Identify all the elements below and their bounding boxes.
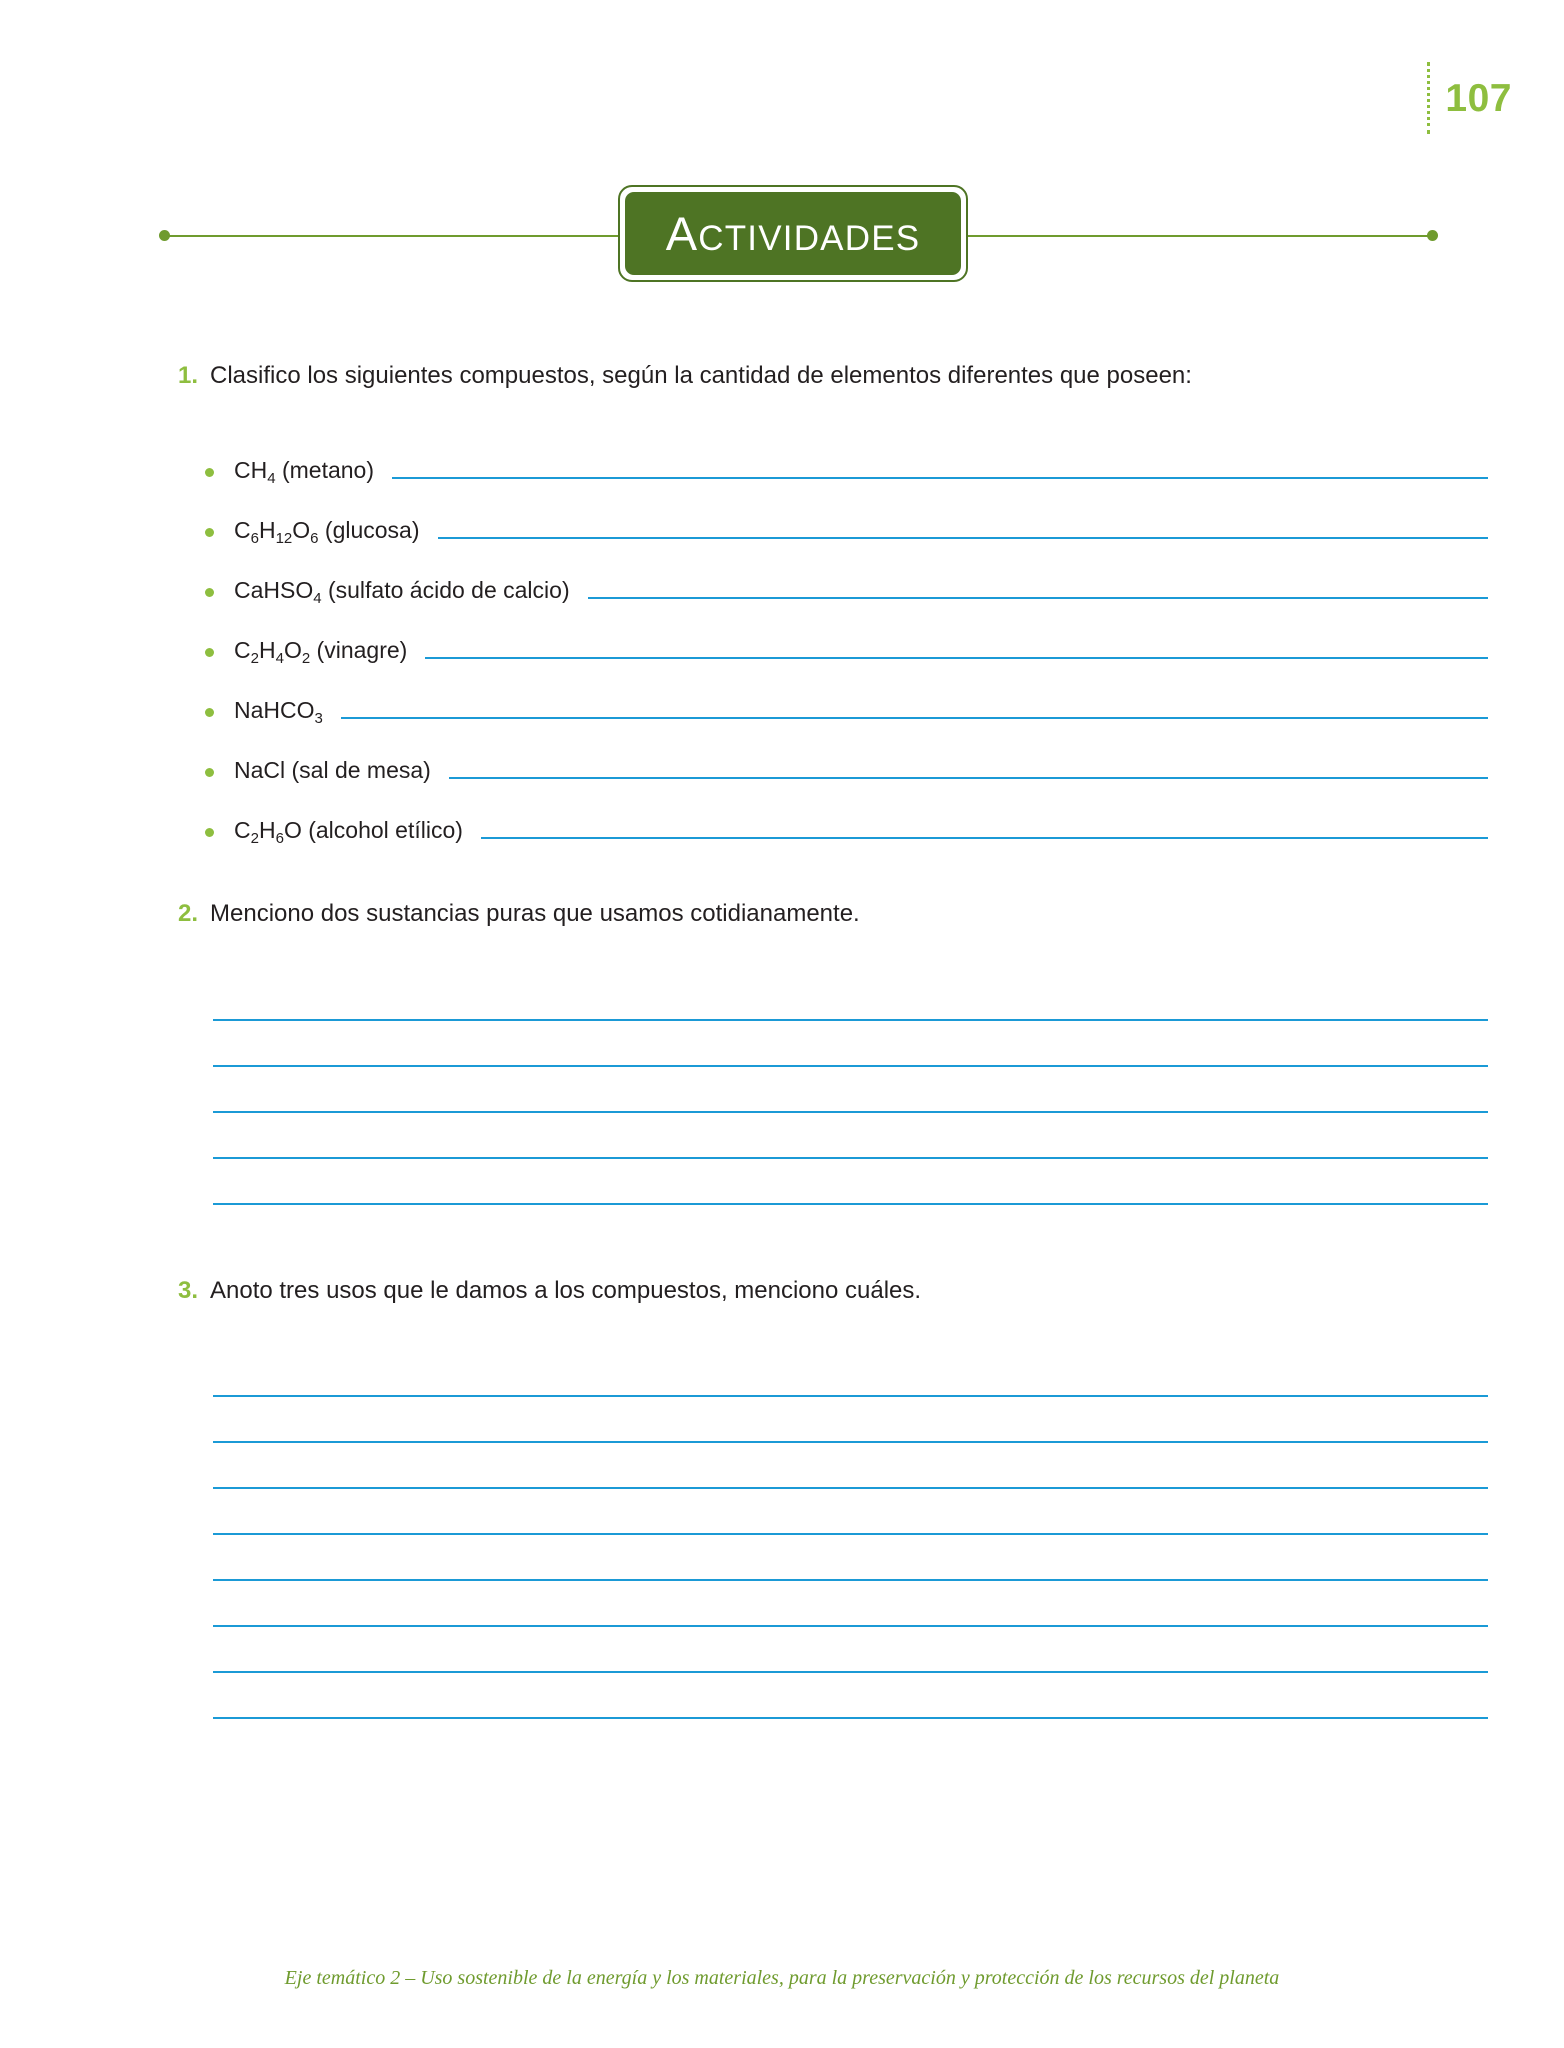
question-text: Anoto tres usos que le damos a los compuestos, menciono cuáles. [210, 1276, 922, 1304]
list-item [205, 726, 1564, 786]
question-number: 1. [178, 362, 199, 389]
answer-line[interactable] [341, 717, 1488, 719]
banner-title [666, 206, 921, 261]
bullet-dot-icon [205, 828, 214, 837]
list-item [205, 546, 1564, 606]
answer-line[interactable] [438, 537, 1489, 539]
bullet-dot-icon [205, 588, 214, 597]
compound-formula: $CH_4$ (metano) [234, 457, 375, 488]
compound-formula: $C_2H_6O$ (alcohol etílico) [234, 817, 463, 848]
question-block [0, 360, 1564, 846]
page-number-rule [1427, 62, 1433, 134]
question-row [178, 360, 1564, 392]
answer-line[interactable] [213, 1581, 1488, 1627]
answer-line[interactable] [213, 1627, 1488, 1673]
answer-line[interactable] [213, 1159, 1488, 1205]
answer-line[interactable] [425, 657, 1488, 659]
bullet-dot-icon [205, 708, 214, 717]
answer-lines [213, 1351, 1488, 1719]
list-item [205, 666, 1564, 726]
question-number: 3. [178, 1276, 199, 1304]
answer-line[interactable] [213, 1021, 1488, 1067]
compound-formula: CaHSO$_4$ (sulfato ácido de calcio) [234, 577, 570, 608]
activities-content [0, 360, 1564, 1789]
question-block [0, 898, 1564, 1204]
question-text: Menciono dos sustancias puras que usamos cotidianamente. [210, 900, 860, 928]
compound-list [205, 426, 1564, 846]
banner-box [618, 185, 968, 282]
answer-line[interactable] [213, 1673, 1488, 1719]
banner-title-initial: A [665, 207, 699, 260]
bullet-dot-icon [205, 768, 214, 777]
answer-line[interactable] [392, 477, 1488, 479]
list-item [205, 786, 1564, 846]
compound-formula: $C_6H_{12}O_6$ (glucosa) [234, 517, 420, 548]
question-number: 2. [178, 900, 199, 928]
banner-inner [625, 192, 961, 275]
question-block [0, 1275, 1564, 1719]
page-footer: Eje temático 2 – Uso sostenible de la energía y los materiales, para la preservación y protección de los recursos del planeta [284, 1967, 1280, 1989]
answer-lines [213, 975, 1488, 1205]
answer-line[interactable] [213, 1351, 1488, 1397]
question-row [178, 1275, 1564, 1307]
answer-line[interactable] [213, 1489, 1488, 1535]
answer-line[interactable] [449, 777, 1488, 779]
question-list [0, 360, 1564, 1719]
banner-dot-left [159, 230, 170, 241]
answer-line[interactable] [213, 975, 1488, 1021]
answer-line[interactable] [213, 1443, 1488, 1489]
page-number: 107 [1445, 76, 1512, 120]
page-number-block [1427, 62, 1512, 134]
answer-line[interactable] [213, 1397, 1488, 1443]
answer-line[interactable] [213, 1535, 1488, 1581]
compound-formula: NaHCO$_3$ [234, 697, 323, 728]
question-text: Clasifico los siguientes compuestos, según la cantidad de elementos diferentes que poseen: [210, 362, 1192, 389]
compound-formula: $C_2H_4O_2$ (vinagre) [234, 637, 408, 668]
compound-formula: NaCl (sal de mesa) [234, 757, 431, 784]
activities-banner [0, 185, 1564, 295]
list-item [205, 486, 1564, 546]
question-row [178, 898, 1564, 930]
list-item [205, 426, 1564, 486]
answer-line[interactable] [481, 837, 1488, 839]
answer-line[interactable] [213, 1067, 1488, 1113]
list-item [205, 606, 1564, 666]
answer-line[interactable] [588, 597, 1488, 599]
answer-line[interactable] [213, 1113, 1488, 1159]
banner-title-rest: CTIVIDADES [698, 219, 921, 258]
banner-dot-right [1427, 230, 1438, 241]
bullet-dot-icon [205, 528, 214, 537]
bullet-dot-icon [205, 648, 214, 657]
bullet-dot-icon [205, 468, 214, 477]
